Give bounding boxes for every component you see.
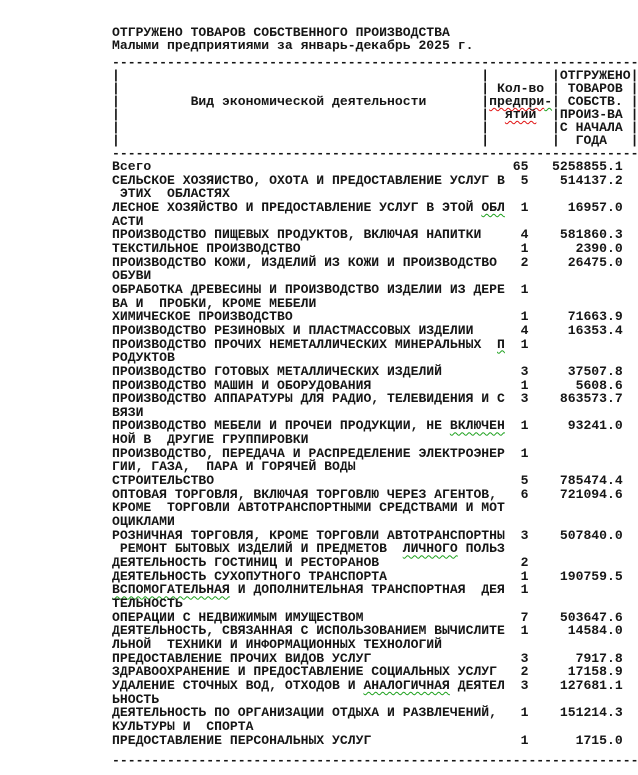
table-row-line: УДАЛЕНИЕ СТОЧНЫХ ВОД, ОТХОДОВ И АНАЛОГИЧНАЯ ДЕЯТЕЛ 3 127681.1 [112,677,638,693]
table-row-line: ПРОИЗВОДСТВО МЕБЕЛИ И ПРОЧЕИ ПРОДУКЦИИ, НЕ ВКЛЮЧЕН 1 93241.0 [112,418,638,434]
table-row-line: РЕМОНТ БЫТОВЫХ ИЗДЕЛИЙ И ПРЕДМЕТОВ ЛИЧНОГО ПОЛЬЗ [112,541,638,557]
spellcheck-underline: предпри [489,94,545,109]
table-row-line: НОЙ В ДРУГИЕ ГРУППИРОВКИ [112,432,638,448]
table-row-line: ЛЕСНОЕ ХОЗЯЙСТВО И ПРЕДОСТАВЛЕНИЕ УСЛУГ В ЭТОЙ ОБЛ 1 16957.0 [112,199,638,215]
table-top-border: ------------------------------------------------------------------- [112,55,638,70]
table-header-line: | | Кол-во | ТОВАРОВ | [112,81,638,96]
table-header-line: | | ятий |ПРОИЗ-ВА | [112,107,638,122]
spellcheck-underline: - [544,94,553,109]
table-row-line: АСТИ [112,213,638,229]
spellcheck-underline: ВКЛЮЧЕН [449,418,505,434]
table-row-line: СТРОИТЕЛЬСТВО 5 785474.4 [112,473,638,489]
spellcheck-underline: АНАЛОГИЧНАЯ [363,677,450,693]
bottom-separator-line: ------------------------------------------------------------------- [112,753,638,769]
table-header-line: | | | ГОДА | [112,133,638,148]
table-body [112,160,638,747]
spellcheck-underline: ЛИЧНОГО [402,541,458,557]
table-row-line: ПРОИЗВОДСТВО ГОТОВЫХ МЕТАЛЛИЧЕСКИХ ИЗДЕЛИЙ 3 37507.8 [112,363,638,379]
table-row-line: ПРЕДОСТАВЛЕНИЕ ПЕРСОНАЛЬНЫХ УСЛУГ 1 1715.0 [112,732,638,748]
table-row-line: ПРОИЗВОДСТВО ПИЩЕВЫХ ПРОДУКТОВ, ВКЛЮЧАЯ НАПИТКИ 4 581860.3 [112,227,638,243]
table-row-line: ЭТИХ ОБЛАСТЯХ [112,186,638,202]
spellcheck-underline: ОБЛ [481,199,505,215]
table-row-line: ПРОИЗВОДСТВО АППАРАТУРЫ ДЛЯ РАДИО, ТЕЛЕВИДЕНИЯ И С 3 863573.7 [112,391,638,407]
table-row-line: ОБРАБОТКА ДРЕВЕСИНЫ И ПРОИЗВОДСТВО ИЗДЕЛИИ ИЗ ДЕРЕ 1 [112,281,638,297]
table-row-line: РОЗНИЧНАЯ ТОРГОВЛЯ, КРОМЕ ТОРГОВЛИ АВТОТРАНСПОРТНЫ 3 507840.0 [112,527,638,543]
table-row-line: КРОМЕ ТОРГОВЛИ АВТОТРАНСПОРТНЫМИ СРЕДСТВАМИ И МОТ [112,500,638,516]
table-row-line: ОПЕРАЦИИ С НЕДВИЖИМЫМ ИМУЩЕСТВОМ 7 503647.6 [112,609,638,625]
table-header-line: | | |ОТГРУЖЕНО| [112,68,638,83]
table-row-line: ЬНОСТЬ [112,691,638,707]
table-row-line: ПРОИЗВОДСТВО КОЖИ, ИЗДЕЛИЙ ИЗ КОЖИ И ПРОИЗВОДСТВО 2 26475.0 [112,254,638,270]
table-row-line: ПРОИЗВОДСТВО, ПЕРЕДАЧА И РАСПРЕДЕЛЕНИЕ ЭЛЕКТРОЭНЕР 1 [112,445,638,461]
spellcheck-underline: П [497,336,505,352]
table-row-line: ОБУВИ [112,268,638,284]
table-row-line: ДЕЯТЕЛЬНОСТЬ ПО ОРГАНИЗАЦИИ ОТДЫХА И РАЗВЛЕЧЕНИЙ, 1 151214.3 [112,705,638,721]
table-row-line: ПРЕДОСТАВЛЕНИЕ ПРОЧИХ ВИДОВ УСЛУГ 3 7917.8 [112,650,638,666]
table-row-line: Всего 65 5258855.1 [112,159,638,174]
table-row-line: ЗДРАВООХРАНЕНИЕ И ПРЕДОСТАВЛЕНИЕ СОЦИАЛЬНЫХ УСЛУГ 2 17158.9 [112,664,638,680]
table-row-line: ОЦИКЛАМИ [112,514,638,530]
table-row-line: ПРОИЗВОДСТВО МАШИН И ОБОРУДОВАНИЯ 1 5608.6 [112,377,638,393]
table-row-line: ПРОИЗВОДСТВО ПРОЧИХ НЕМЕТАЛЛИЧЕСКИХ МИНЕРАЛЬНЫХ П 1 [112,336,638,352]
table-row-line: ДЕЯТЕЛЬНОСТЬ СУХОПУТНОГО ТРАНСПОРТА 1 190759.5 [112,568,638,584]
table-header-line: | | |С НАЧАЛА | [112,120,638,135]
table-row-line: ГИИ, ГАЗА, ПАРА И ГОРЯЧЕЙ ВОДЫ [112,459,638,475]
table-row-line: ОПТОВАЯ ТОРГОВЛЯ, ВКЛЮЧАЯ ТОРГОВЛЮ ЧЕРЕЗ АГЕНТОВ, 6 721094.6 [112,486,638,502]
table-row-line: ВА И ПРОБКИ, КРОМЕ МЕБЕЛИ [112,295,638,311]
spellcheck-underline: ВСПОМОГАТЕЛЬНАЯ [112,582,230,598]
report-title-line-2: Малыми предприятиями за январь-декабрь 2025 г. [112,38,474,53]
table-row-line: ХИМИЧЕСКОЕ ПРОИЗВОДСТВО 1 71663.9 [112,309,638,325]
table-row-line: СЕЛЬСКОЕ ХОЗЯИСТВО, ОХОТА И ПРЕДОСТАВЛЕНИЕ УСЛУГ В 5 514137.2 [112,172,638,188]
table-row-line: ВСПОМОГАТЕЛЬНАЯ И ДОПОЛНИТЕЛЬНАЯ ТРАНСПОРТНАЯ ДЕЯ 1 [112,582,638,598]
table-row-line: ПРОИЗВОДСТВО РЕЗИНОВЫХ И ПЛАСТМАССОВЫХ ИЗДЕЛИИ 4 16353.4 [112,322,638,338]
table-row-line: КУЛЬТУРЫ И СПОРТА [112,718,638,734]
report-title-line-1: ОТГРУЖЕНО ТОВАРОВ СОБСТВЕННОГО ПРОИЗВОДСТВА [112,25,450,40]
table-row-line: ТЕКСТИЛЬНОЕ ПРОИЗВОДСТВО 1 2390.0 [112,240,638,256]
table-header [112,56,638,160]
table-row-line: ВЯЗИ [112,404,638,420]
table-header-bottom-border: ------------------------------------------------------------------- [112,146,638,161]
table-header-line: | Вид экономической деятельности |предпри-| СОБСТВ. | [112,94,638,109]
table-row-line: ТЕЛЬНОСТЬ [112,596,638,611]
table-row-line: ДЕЯТЕЛЬНОСТЬ, СВЯЗАННАЯ С ИСПОЛЬЗОВАНИЕМ ВЫЧИСЛИТЕ 1 14584.0 [112,623,638,639]
table-row-line: ЛЬНОЙ ТЕХНИКИ И ИНФОРМАЦИОННЫХ ТЕХНОЛОГИЙ [112,636,638,652]
spellcheck-underline: ятий [504,107,537,122]
table-row-line: ДЕЯТЕЛЬНОСТЬ ГОСТИНИЦ И РЕСТОРАНОВ 2 [112,555,638,571]
table-row-line: РОДУКТОВ [112,350,638,366]
